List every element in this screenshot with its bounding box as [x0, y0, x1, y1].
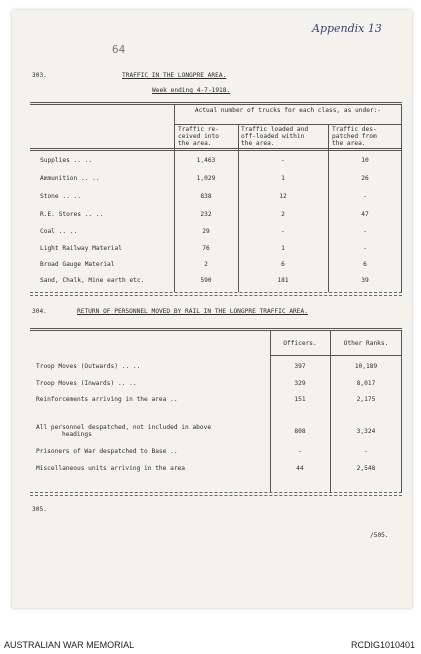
section-number: 303. [32, 72, 47, 79]
cell-other-ranks: 8,017 [356, 380, 376, 387]
cell-received: 1,463 [196, 157, 216, 164]
appendix-label: Appendix 13 [312, 22, 382, 35]
section-subtitle: Week ending 4-7-1918. [152, 87, 231, 94]
row-label: Miscellaneous units arriving in the area [36, 465, 186, 472]
cell-received: 76 [202, 245, 210, 252]
cell-officers: - [298, 448, 302, 455]
cell-officers: 808 [294, 428, 306, 435]
cell-other-ranks: - [364, 448, 368, 455]
cell-received: 590 [200, 277, 212, 284]
cell-received: 29 [202, 228, 210, 235]
cell-officers: 44 [296, 465, 304, 472]
cell-loaded: 181 [277, 277, 289, 284]
cell-despatched: 26 [361, 175, 369, 182]
footer-catalogue-id: RCDIG1010401 [350, 640, 415, 650]
row-label-continuation: headings [62, 431, 92, 438]
signoff-reference: /505. [370, 532, 389, 539]
cell-received: 838 [200, 193, 212, 200]
section-title: RETURN OF PERSONNEL MOVED BY RAIL IN THE LONGPRE TRAFFIC AREA. [77, 308, 308, 315]
cell-despatched: 39 [361, 277, 369, 284]
cell-despatched: - [363, 193, 367, 200]
cell-loaded: 6 [281, 261, 285, 268]
cell-received: 1,029 [196, 175, 216, 182]
column-header-other-ranks: Other Ranks. [343, 340, 389, 347]
cell-other-ranks: 10,189 [354, 363, 378, 370]
cell-despatched: 47 [361, 211, 369, 218]
cell-despatched: 10 [361, 157, 369, 164]
cell-received: 2 [204, 261, 208, 268]
row-label: Stone .. .. [40, 193, 81, 200]
cell-received: 232 [200, 211, 212, 218]
cell-loaded: 1 [281, 175, 285, 182]
cell-officers: 397 [294, 363, 306, 370]
section-number: 304. [32, 308, 47, 315]
row-label: All personnel despatched, not included in above [36, 424, 212, 431]
row-label: Reinforcements arriving in the area .. [36, 396, 178, 403]
row-label: Broad Gauge Material [40, 261, 115, 268]
column-header-loaded: Traffic loaded and off-loaded within the area. [241, 126, 309, 147]
cell-loaded: - [281, 157, 285, 164]
column-header-officers: Officers. [283, 340, 317, 347]
cell-despatched: - [363, 245, 367, 252]
cell-loaded: 1 [281, 245, 285, 252]
cell-other-ranks: 2,175 [356, 396, 376, 403]
cell-loaded: - [281, 228, 285, 235]
cell-other-ranks: 3,324 [356, 428, 376, 435]
row-label: Sand, Chalk, Mine earth etc. [40, 277, 145, 284]
cell-other-ranks: 2,548 [356, 465, 376, 472]
section-title: TRAFFIC IN THE LONGPRE AREA. [122, 72, 227, 79]
cell-loaded: 2 [281, 211, 285, 218]
section-number: 305. [32, 506, 47, 513]
table-group-header: Actual number of trucks for each class, as under:- [194, 107, 382, 114]
row-label: Troop Moves (Inwards) .. .. [36, 380, 137, 387]
footer-institution: AUSTRALIAN WAR MEMORIAL [4, 640, 135, 650]
row-label: Troop Moves (Outwards) .. .. [36, 363, 141, 370]
column-header-despatched: Traffic des- patched from the area. [332, 126, 377, 147]
row-label: Supplies .. .. [40, 157, 93, 164]
document-page [12, 10, 412, 608]
row-label: R.E. Stores .. .. [40, 211, 104, 218]
row-label: Coal .. .. [40, 228, 78, 235]
cell-despatched: 6 [363, 261, 367, 268]
row-label: Ammunition .. .. [40, 175, 100, 182]
page-number: 64 [112, 43, 126, 56]
row-label: Prisoners of War despatched to Base .. [36, 448, 178, 455]
cell-officers: 151 [294, 396, 306, 403]
cell-loaded: 12 [279, 193, 287, 200]
cell-officers: 329 [294, 380, 306, 387]
bleed-through-marks [107, 577, 287, 591]
row-label: Light Railway Material [40, 245, 122, 252]
column-header-received: Traffic re- ceived into the area. [178, 126, 219, 147]
cell-despatched: - [363, 228, 367, 235]
